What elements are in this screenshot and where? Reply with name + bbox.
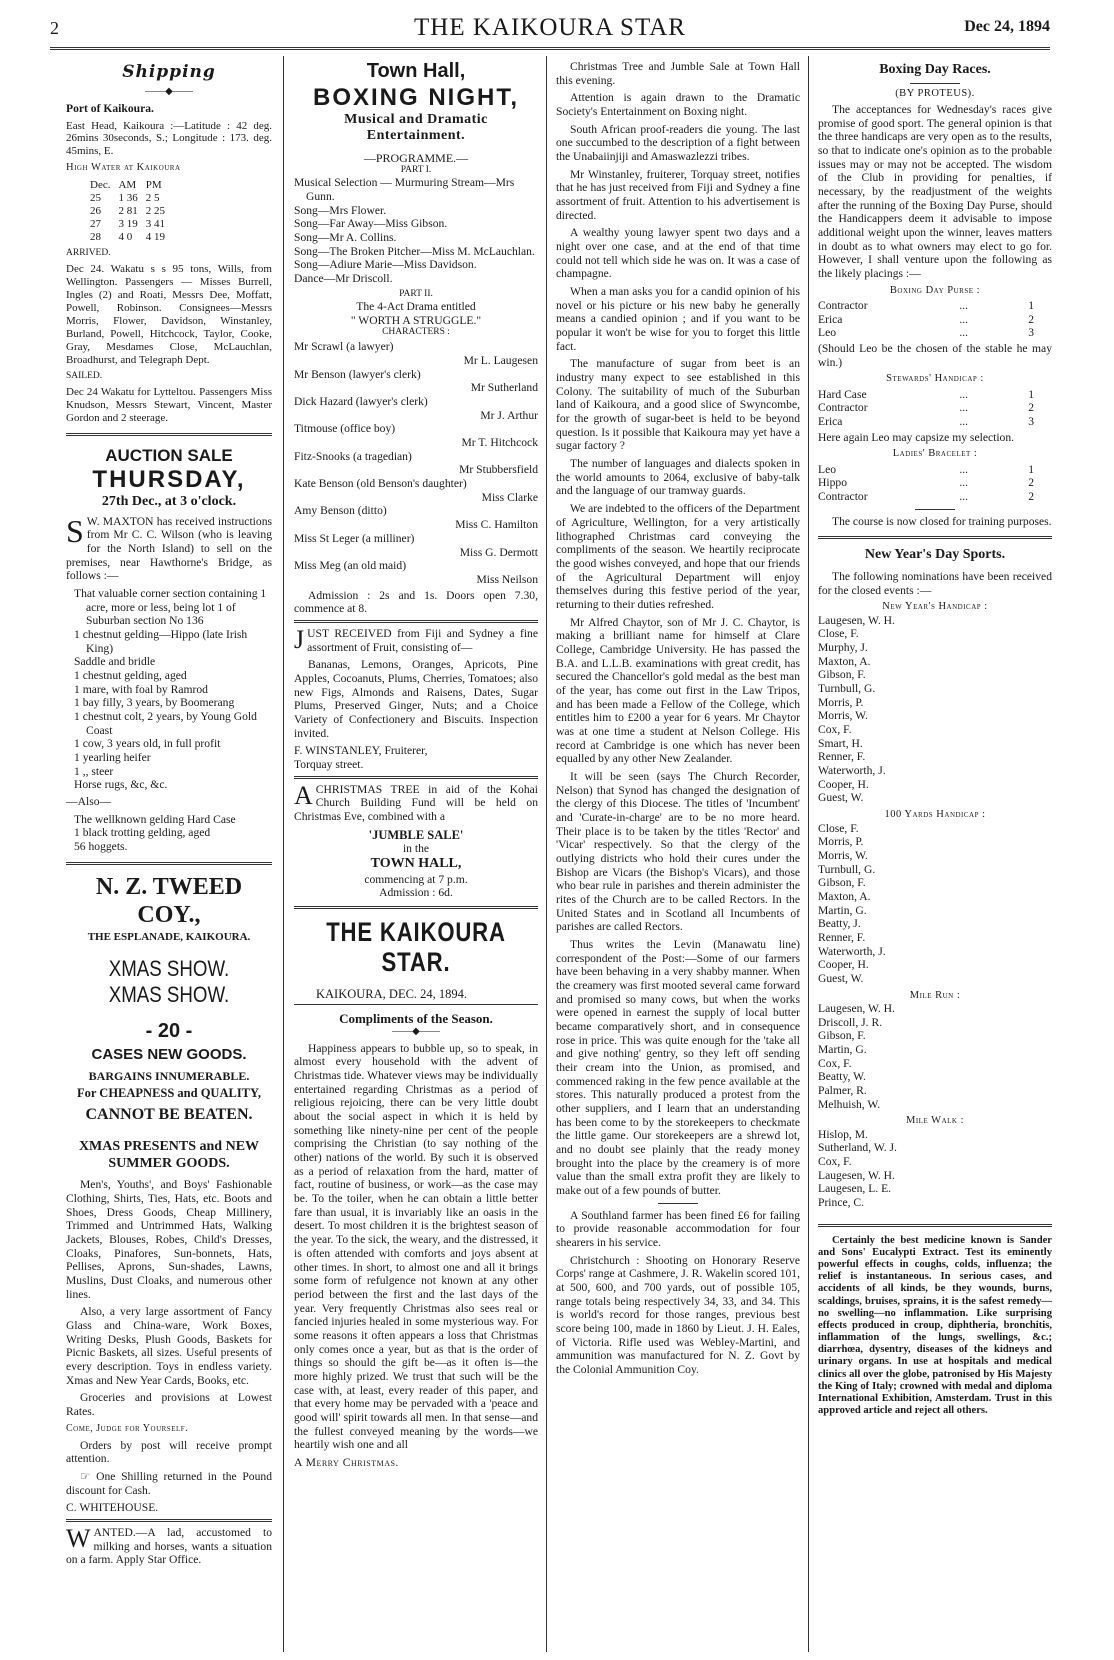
list-item: 1 chestnut gelding—Hippo (late Irish King) bbox=[74, 627, 248, 655]
tide-cell: 1 36 bbox=[118, 191, 138, 204]
newspaper-title: THE KAIKOURA STAR bbox=[414, 14, 686, 41]
cast-role: Mr Benson (lawyer's clerk) bbox=[294, 367, 421, 381]
auction-title: AUCTION SALE bbox=[105, 445, 233, 465]
sailed-title: SAILED. bbox=[66, 370, 103, 381]
fruit-text: UST RECEIVED from Fiji and Sydney a fine assortment of Fruit, consisting of— bbox=[307, 626, 538, 654]
port-position: East Head, Kaikoura :—Latitude : 42 deg. 26mins 30seconds, S.; Longitude : 173. deg. 45mins, E. bbox=[66, 119, 272, 158]
xmas-show: XMAS SHOW. XMAS SHOW. bbox=[108, 956, 230, 1008]
drama-name: " WORTH A STRUGGLE." bbox=[350, 313, 482, 327]
tide-head: Dec. bbox=[90, 178, 111, 191]
presents-title: XMAS PRESENTS and NEW SUMMER GOODS. bbox=[78, 1139, 260, 1171]
ladies-table bbox=[818, 463, 1052, 504]
cast-actor: Mr L. Laugesen bbox=[463, 354, 538, 368]
walk-list bbox=[818, 1128, 1052, 1210]
cast-role: Amy Benson (ditto) bbox=[294, 504, 387, 518]
nominee: Cooper, H. bbox=[818, 958, 869, 972]
placing: 1 bbox=[1028, 387, 1034, 401]
nominee: Laugesen, W. H. bbox=[818, 613, 895, 627]
dots: ... bbox=[959, 387, 969, 401]
drop-cap: W bbox=[66, 1523, 91, 1553]
list-item: 1 ,, steer bbox=[74, 764, 114, 778]
admission-six: Admission : 6d. bbox=[379, 886, 453, 900]
port-title: Port of Kaikoura. bbox=[66, 101, 154, 115]
programme-item: Song—Mr A. Collins. bbox=[294, 230, 397, 244]
characters-label: CHARACTERS : bbox=[382, 327, 450, 338]
rule bbox=[294, 1004, 538, 1005]
dots: ... bbox=[959, 326, 969, 340]
horse: Hippo bbox=[818, 476, 847, 490]
tide-cell: 3 19 bbox=[118, 217, 138, 230]
cannot-be-beaten: CANNOT BE BEATEN. bbox=[85, 1106, 253, 1124]
masthead: THE KAIKOURA STAR. bbox=[326, 916, 506, 977]
tide-cell: 4 19 bbox=[145, 230, 165, 243]
nominee: Gibson, F. bbox=[818, 1029, 866, 1043]
purse-title: Boxing Day Purse : bbox=[889, 284, 981, 296]
horse: Erica bbox=[818, 415, 843, 429]
stewards-table bbox=[818, 388, 1052, 429]
list-item: That valuable corner section containing 1 acre, more or less, being lot 1 of Suburban section No 136 bbox=[74, 586, 267, 628]
drop-cap: J bbox=[294, 624, 305, 654]
cases-new-goods: CASES NEW GOODS. bbox=[91, 1045, 247, 1063]
news-item: It will be seen (says The Church Recorder, Nelson) that Synod has changed the designation of the clergy of this Diocese. The titles of 'Incumbent' and 'Curate-in-charge' are to be no more heard. Their place is to be taken by the titles 'Rector' and 'Vicar' respectively. So that the clergy of the outlying districts who hold their cures under the Bishop are Vicars (the Bishop's Vicars), and those who bear rule in parishes and therein administer the rites of the Church are to be called Rectors. In the United States and in Scotland all Incumbents of parishes are called Rectors. bbox=[556, 769, 800, 934]
mile-list bbox=[818, 1002, 1052, 1111]
nominee: Morris, W. bbox=[818, 709, 868, 723]
walk-title: Mile Walk : bbox=[906, 1115, 964, 1127]
bargains: BARGAINS INNUMERABLE. bbox=[88, 1069, 250, 1084]
new-year-intro: The following nominations have been received for the closed events :— bbox=[818, 570, 1052, 597]
h100-title: 100 Yards Handicap : bbox=[884, 809, 986, 821]
news-item: Mr Alfred Chaytor, son of Mr J. C. Chaytor, is making a brilliant name for himself at Clare College, Cambridge University. He has passed the B.A. and L.L.B. examinations with great credit, has secured the Chancellor's gold medal as the best man of the year, has come out first in the Law Tripos, and has been made a Fellow of the College, which entitles him to £200 a year for 6 years. Mr Chaytor was at one time a student at Nelson College. His record at Cambridge is one which has never been equalled by any other New Zealander. bbox=[556, 615, 800, 766]
nominee: Laugesen, W. H. bbox=[818, 1001, 895, 1015]
torquay: Torquay street. bbox=[294, 757, 364, 771]
cheapness: For CHEAPNESS and QUALITY, bbox=[76, 1085, 262, 1100]
cast-row bbox=[294, 504, 538, 531]
merry-christmas: A Merry Christmas. bbox=[294, 1455, 399, 1469]
auction-intro bbox=[66, 512, 272, 583]
separator bbox=[915, 509, 955, 510]
nominee: Hislop, M. bbox=[818, 1127, 868, 1141]
cast-role: Miss St Leger (a milliner) bbox=[294, 531, 415, 545]
dots: ... bbox=[959, 462, 969, 476]
cast-role: Titmouse (office boy) bbox=[294, 422, 396, 436]
nominee: Turnbull, G. bbox=[818, 682, 876, 696]
arrived-title: ARRIVED. bbox=[66, 247, 111, 258]
nominee: Turnbull, G. bbox=[818, 862, 876, 876]
news-item: A wealthy young lawyer spent two days and a night over one case, and at the end of that time could not tell which side he was on. It was a case of champagne. bbox=[556, 226, 800, 281]
column-3 bbox=[556, 60, 800, 1650]
cast-row bbox=[294, 422, 538, 449]
separator bbox=[818, 536, 1052, 539]
tide-table bbox=[90, 179, 173, 244]
nominee: Maxton, A. bbox=[818, 889, 871, 903]
horse: Contractor bbox=[818, 299, 868, 312]
page-number: 2 bbox=[50, 18, 59, 38]
tree-ad bbox=[294, 780, 538, 824]
nominee: Maxton, A. bbox=[818, 654, 871, 668]
separator bbox=[658, 1203, 698, 1204]
page-header bbox=[50, 8, 1050, 48]
mile-title: Mile Run : bbox=[909, 989, 961, 1001]
list-item: Horse rugs, &c, &c. bbox=[74, 778, 168, 792]
tweed-title: N. Z. TWEED COY., bbox=[95, 873, 243, 929]
editorial-text: Happiness appears to bubble up, so to speak, in almost every household with the advent of Christmas tide. Whatever views may be individually entertained regarding Christmas as a period of religious rejoicing, there can be very little doubt about the social aspect in which it is held by something like ninety-nine per cent of the people comprising the Christian (to say nothing of the other) nations of the world. By such it is observed as a period of relaxation from the hard, matter of fact, routine of business, or work—as the case may be. To the toiler, when he can obtain a little better fare than usual, it is invariably like an oasis in the desert. To most children it is the brightest season of the year. To the sick, the weary, and the distressed, it is often attended with comforts and joys absent at other times. In short, to almost one and all it brings some form of refulgence not known at any other period between the first and the last days of the year. Very frequently Christmas also sees real or fancied injuries healed in some mysterious way. For some reasons it often appears a loss that Christmas only comes once a year, but as that is the order of things so should the gift be—as it often is—the more highly prized. We trust that such will be the case with, at least, every reader of this paper, and that every home may be pervaded with a 'peace and good will' spirit towards all men. In that sense—and the fullest conveyed meaning by the words—we heartily wish one and all bbox=[294, 1041, 538, 1452]
h100-list bbox=[818, 822, 1052, 986]
cast-row bbox=[294, 340, 538, 367]
sailed-text: Dec 24 Wakatu for Lytteltou. Passengers Miss Knudson, Messrs Stewart, Vincent, Master Gordon and 2 steerage. bbox=[66, 385, 272, 424]
news-item: The number of languages and dialects spoken in the world amounts to 2064, exclusive of baby-talk and the language of our tramway guards. bbox=[556, 457, 800, 498]
tide-head: PM bbox=[145, 178, 162, 191]
cast-actor: Miss Neilson bbox=[476, 572, 538, 586]
nominee: Martin, G. bbox=[818, 903, 867, 917]
nominee: Cox, F. bbox=[818, 1056, 852, 1070]
also-label: —Also— bbox=[66, 795, 112, 809]
tide-cell: 2 81 bbox=[118, 204, 138, 217]
cast-row bbox=[294, 368, 538, 395]
tree-text: CHRISTMAS TREE in aid of the Kohai Church Building Fund will be held on Christmas Eve, combined with a bbox=[294, 782, 538, 823]
cast-row bbox=[294, 559, 538, 586]
fruit-ad bbox=[294, 624, 538, 654]
nyh-list bbox=[818, 614, 1052, 805]
cast-actor: Miss Clarke bbox=[481, 490, 538, 504]
cast-role: Miss Meg (an old maid) bbox=[294, 559, 407, 573]
cast-actor: Miss G. Dermott bbox=[459, 545, 538, 559]
auction-intro-text: W. MAXTON has received instructions from Mr C. C. Wilson (who is leaving for the North Island) to sell on the premises, near Hawthorne's Bridge, as follows :— bbox=[66, 514, 272, 583]
horse: Erica bbox=[818, 312, 843, 326]
nominee: Prince, C. bbox=[818, 1196, 865, 1210]
column-divider bbox=[283, 56, 284, 1652]
cast-row bbox=[294, 395, 538, 422]
tide-title: High Water at Kaikoura bbox=[66, 162, 181, 174]
programme-item: Dance—Mr Driscoll. bbox=[294, 272, 393, 285]
list-item: 1 bay filly, 3 years, by Boomerang bbox=[74, 696, 235, 710]
presents-text: Men's, Youths', and Boys' Fashionable Clothing, Shirts, Ties, Hats, etc. Boots and Shoes, Dress Goods, Cheap Millinery, Trimmed and Untrimmed Hats, Walking Jackets, Blouses, Robes, Child's Dresses, Cloaks, Pinafores, Sun-bonnets, Hats, Pellises, Aprons, Sun-shades, Lawns, Muslins, Dust Cloaks, and numerous other lines. bbox=[66, 1178, 272, 1301]
stewards-note: Here again Leo may capsize my selection. bbox=[818, 430, 1015, 444]
come-judge: Come, Judge for Yourself. bbox=[66, 1422, 189, 1434]
placing: 1 bbox=[1028, 299, 1034, 312]
list-item: 1 black trotting gelding, aged bbox=[74, 826, 211, 840]
list-item: 1 mare, with foal by Ramrod bbox=[74, 682, 208, 696]
cast-actor: Miss C. Hamilton bbox=[455, 518, 538, 532]
dots: ... bbox=[959, 401, 969, 415]
nominee: Renner, F. bbox=[818, 750, 866, 764]
nominee: Guest, W. bbox=[818, 971, 864, 985]
part-two: PART II. bbox=[399, 288, 433, 299]
horse: Leo bbox=[818, 326, 837, 340]
cast-row bbox=[294, 477, 538, 504]
orders-text: Orders by post will receive prompt attention. bbox=[66, 1438, 272, 1466]
in-the: in the bbox=[402, 842, 430, 856]
dots: ... bbox=[959, 312, 969, 326]
winstanley: F. WINSTANLEY, Fruiterer, bbox=[294, 744, 428, 758]
commencing: commencing at 7 p.m. bbox=[364, 872, 468, 886]
programme: —PROGRAMME.— bbox=[363, 150, 469, 165]
auction-date: 27th Dec., at 3 o'clock. bbox=[101, 494, 237, 510]
nominee: Morris, P. bbox=[818, 835, 864, 849]
presents-text: Groceries and provisions at Lowest Rates. bbox=[66, 1391, 272, 1419]
horse: Hard Case bbox=[818, 387, 867, 401]
nominee: Laugesen, L. E. bbox=[818, 1182, 892, 1196]
cast-role: Dick Hazard (lawyer's clerk) bbox=[294, 395, 428, 409]
separator bbox=[66, 433, 272, 436]
list-item: Saddle and bridle bbox=[74, 655, 156, 669]
twenty: - 20 - bbox=[145, 1020, 193, 1043]
nominee: Cooper, H. bbox=[818, 777, 869, 791]
wanted-ad bbox=[66, 1523, 272, 1567]
programme-items bbox=[294, 176, 538, 285]
separator bbox=[66, 1519, 272, 1522]
purse-note: (Should Leo be the chosen of the stable he may win.) bbox=[818, 342, 1052, 369]
placing: 3 bbox=[1028, 326, 1034, 340]
tide-cell: 2 25 bbox=[145, 204, 165, 217]
nominee: Murphy, J. bbox=[818, 641, 868, 655]
placing: 2 bbox=[1028, 476, 1034, 490]
purse-table bbox=[818, 299, 1052, 340]
news-item: We are indebted to the officers of the Department of Agriculture, Wellington, for a very artistically lithographed Christmas card conveying the compliments of the season. We heartily reciprocate the good wishes conveyed, and hope that our friends of the Agricultural Department will enjoy themselves during this festive period of the year, returning to their duties refreshed. bbox=[556, 502, 800, 611]
news-item: Christmas Tree and Jumble Sale at Town Hall this evening. bbox=[556, 60, 800, 87]
byline: (BY PROTEUS). bbox=[895, 87, 975, 99]
auction-items bbox=[74, 587, 272, 792]
dots: ... bbox=[959, 490, 969, 504]
nominee: Smart, H. bbox=[818, 736, 863, 750]
dots: ... bbox=[959, 299, 969, 312]
town-hall: Town Hall, bbox=[366, 60, 466, 82]
news-item: The manufacture of sugar from beet is an industry many expect to see established in this Colony. The suitability of much of the Suburban land of Kaikoura, and a good slice of Swyncombe, for the growth of sugar-beet is held to be beyond question. Is it possible that Kaikoura may yet have a sugar factory ? bbox=[556, 357, 800, 453]
list-item: 56 hoggets. bbox=[74, 840, 128, 854]
placing: 2 bbox=[1028, 401, 1034, 415]
placing: 3 bbox=[1028, 415, 1034, 429]
cast-actor: Mr T. Hitchcock bbox=[461, 436, 538, 450]
new-year-title: New Year's Day Sports. bbox=[864, 547, 1006, 563]
nominee: Martin, G. bbox=[818, 1042, 867, 1056]
nominee: Morris, W. bbox=[818, 848, 868, 862]
tweed-address: THE ESPLANADE, KAIKOURA. bbox=[87, 931, 251, 944]
cast-row bbox=[294, 450, 538, 477]
horse: Contractor bbox=[818, 490, 868, 504]
horse: Leo bbox=[818, 462, 837, 476]
tide-cell: 3 41 bbox=[145, 217, 165, 230]
arrived-text: Dec 24. Wakatu s s 95 tons, Wills, from Wellington. Passengers — Misses Burrell, Ingles (2) and Roati, Messrs Dee, Moffatt, Powell, Robinson. Consignees—Messrs Morris, Flower, Davidson, Winstanley, Burland, Powell, Hitchcock, Taylor, Cooke, Gray, Mesdames Close, McLauchlan, Broadhurst, and Telegraph Dept. bbox=[66, 262, 272, 366]
jumble-sale: 'JUMBLE SALE' bbox=[368, 827, 464, 842]
tide-head: AM bbox=[118, 178, 137, 191]
nominee: Waterworth, J. bbox=[818, 764, 886, 778]
nominee: Palmer, R. bbox=[818, 1083, 867, 1097]
news-item: Attention is again drawn to the Dramatic Society's Entertainment on Boxing night. bbox=[556, 91, 800, 119]
cast-list bbox=[294, 340, 538, 586]
nominee: Morris, P. bbox=[818, 695, 864, 709]
programme-item: Song—Adiure Marie—Miss Davidson. bbox=[294, 258, 477, 272]
list-item: 1 chestnut gelding, aged bbox=[74, 668, 187, 682]
musical-dramatic: Musical and Dramatic Entertainment. bbox=[344, 111, 488, 144]
nominee: Renner, F. bbox=[818, 930, 866, 944]
fruit-list: Bananas, Lemons, Oranges, Apricots, Pine Apples, Cocoanuts, Plums, Cherries, Tomatoes; also new Figs, Almonds and Raisens, Dates, Sugar Plums, Preserved Ginger, Nuts; and a Choice Variety of Confectionery and Biscuits. Inspection invited. bbox=[294, 658, 538, 740]
nominee: Beatty, J. bbox=[818, 917, 861, 931]
tide-cell: 27 bbox=[90, 217, 101, 230]
nyh-title: New Year's Handicap : bbox=[882, 601, 988, 613]
cast-actor: Mr Stubbersfield bbox=[459, 463, 538, 477]
cast-role: Mr Scrawl (a lawyer) bbox=[294, 340, 394, 354]
programme-item: Song—The Broken Pitcher—Miss M. McLauchlan. bbox=[294, 244, 535, 258]
dateline: KAIKOURA, DEC. 24, 1894. bbox=[316, 986, 468, 1001]
drop-cap: S bbox=[66, 512, 84, 549]
stewards-title: Stewards' Handicap : bbox=[886, 373, 984, 385]
news-item: Mr Winstanley, fruiterer, Torquay street, notifies that he has just received from Fiji and Sydney a fine assortment of fruit. Attention to his advertisement is directed. bbox=[556, 167, 800, 222]
nominee: Gibson, F. bbox=[818, 876, 866, 890]
cast-role: Kate Benson (old Benson's daughter) bbox=[294, 477, 467, 491]
ornament: ——◆—— bbox=[145, 86, 193, 98]
nominee: Beatty, W. bbox=[818, 1070, 866, 1084]
drop-cap: A bbox=[294, 780, 313, 810]
programme-item: Musical Selection — Murmuring Stream—Mrs Gunn. bbox=[294, 176, 515, 203]
column-2 bbox=[294, 60, 538, 1650]
issue-date: Dec 24, 1894 bbox=[964, 18, 1050, 35]
cast-actor: Mr J. Arthur bbox=[480, 408, 538, 422]
placing: 2 bbox=[1028, 312, 1034, 326]
tide-cell: 25 bbox=[90, 191, 101, 204]
nominee: Melhuish, W. bbox=[818, 1097, 881, 1111]
dots: ... bbox=[959, 476, 969, 490]
separator bbox=[910, 83, 960, 84]
list-item: 1 chestnut colt, 2 years, by Young Gold Coast bbox=[74, 709, 257, 737]
eucalypti-ad: Certainly the best medicine known is Sander and Sons' Eucalypti Extract. Test its eminently powerful effects in coughs, colds, influenza; the relief is instantaneous. In serious cases, and accidents of all kinds, be they wounds, burns, scaldings, bruises, sprains, it is the safest remedy—no swelling—no inflammation. Like surprising effects produced in croup, diphtheria, bronchitis, inflammation of the lungs, swellings, &c.; diarrhœa, dysentry, diseases of the kidneys and urinary organs. In use at hospitals and medical clinics all over the globe, patronised by His Majesty the King of Italy; crowned with medal and diploma International Exhibition, Amsterdam. Trust in this approved article and reject all others. bbox=[818, 1234, 1052, 1417]
course-note: The course is now closed for training purposes. bbox=[832, 514, 1052, 528]
separator bbox=[294, 776, 538, 779]
nominee: Cox, F. bbox=[818, 1155, 852, 1169]
horse: Contractor bbox=[818, 401, 868, 415]
dots: ... bbox=[959, 415, 969, 429]
tide-cell: 4 0 bbox=[118, 230, 133, 243]
cast-actor: Mr Sutherland bbox=[470, 381, 538, 395]
nominee: Laugesen, W. H. bbox=[818, 1168, 895, 1182]
tide-cell: 26 bbox=[90, 204, 101, 217]
list-item: 1 cow, 3 years old, in full profit bbox=[74, 737, 221, 751]
list-item: The wellknown gelding Hard Case bbox=[74, 812, 236, 826]
boxing-races-title: Boxing Day Races. bbox=[879, 62, 991, 77]
column-4 bbox=[818, 60, 1052, 1650]
nominee: Gibson, F. bbox=[818, 668, 866, 682]
auction-day: THURSDAY, bbox=[92, 465, 246, 493]
admission-text: Admission : 2s and 1s. Doors open 7.30, commence at 8. bbox=[294, 588, 538, 616]
boxing-night: BOXING NIGHT, bbox=[312, 83, 519, 111]
nominee: Close, F. bbox=[818, 627, 859, 641]
news-item: Thus writes the Levin (Manawatu line) correspondent of the Post:—Some of our farmers have been behaving in a very shabby manner. When the creamery was first mooted several came forward and promised so many cows, but when the works were opened in earnest the supply of local butter became comparatively short, and in consequence rose in price. This was quite enough for the 'take all and give nothing' gentry, so they left off sending their cream into the Union, as promised, and commenced raking in the few pence available at the stores. This naturally produced a protest from the other suppliers, and I learn that an understanding has been come to by the storekeepers to checkmate the little game. Our storekeepers are a shrewd lot, and no doubt see plainly that the ready money brought into the place by the creamery is of more value than the small extra profit they are likely to make out of a few pounds of butter. bbox=[556, 937, 800, 1198]
town-hall-venue: TOWN HALL, bbox=[370, 856, 462, 872]
separator bbox=[294, 620, 538, 623]
also-items bbox=[74, 813, 272, 854]
list-item: 1 yearling heifer bbox=[74, 751, 151, 764]
ornament: ——◆—— bbox=[392, 1025, 440, 1037]
tide-cell: 28 bbox=[90, 230, 101, 243]
news-item: South African proof-readers die young. The last one succumbed to the description of a fight between the Unabaiinjiji and Amaswazlezzi tribes. bbox=[556, 122, 800, 164]
cast-row bbox=[294, 532, 538, 559]
nominee: Cox, F. bbox=[818, 723, 852, 737]
news-item: When a man asks you for a candid opinion of his novel or his picture or his new baby he generally means a candied opinion ; and if you want to be popular it won't be wise for you to forget this little fact. bbox=[556, 285, 800, 353]
news-item: A Southland farmer has been fined £6 for failing to provide reasonable accommodation for four shearers in his service. bbox=[556, 1208, 800, 1250]
wanted-text: ANTED.—A lad, accustomed to milking and horses, wants a situation on a farm. Apply Star Office. bbox=[66, 1525, 272, 1567]
shipping-heading: Shipping bbox=[122, 62, 216, 82]
nominee: Driscoll, J. R. bbox=[818, 1015, 883, 1029]
column-1 bbox=[66, 60, 272, 1650]
nominee: Sutherland, W. J. bbox=[818, 1141, 897, 1155]
nominee: Waterworth, J. bbox=[818, 944, 886, 958]
news-item: Christchurch : Shooting on Honorary Reserve Corps' range at Cashmere, J. R. Wakelin scored 101, at 500, 600, and 700 yards, out of possible 105, range totals being respectively 34, 33, and 34. This is world's record for those ranges, previous best score being 100, made in 1860 by Lieut. J. H. Eales, of Victoria. Rifle used was Webley-Martini, and ammunition was manufactured for N. Z. Govt by the Colonial Ammunition Coy. bbox=[556, 1253, 800, 1377]
placing: 1 bbox=[1028, 462, 1034, 476]
races-intro: The acceptances for Wednesday's races give promise of good sport. The general opinion is that the three handicaps are very open as to the results, so that to indicate one's opinion as to the probable issues may or may not be accepted. The wisdom of the Club in providing for penalties, if necessary, by the readjustment of the weights after the running of the Boxing Day Purse, should the Handicappers deem it advisable to impose additional weight upon the winner, leaves matters in doubt as to what owners may elect to go for. However, I shall venture upon the following as the likely placings :— bbox=[818, 102, 1052, 280]
drama-intro: The 4-Act Drama entitled bbox=[356, 299, 476, 313]
placing: 2 bbox=[1028, 490, 1034, 504]
nominee: Guest, W. bbox=[818, 791, 864, 805]
nominee: Close, F. bbox=[818, 821, 859, 835]
cast-role: Fitz-Snooks (a tragedian) bbox=[294, 449, 412, 463]
column-divider bbox=[808, 56, 809, 1652]
presents-text: Also, a very large assortment of Fancy Glass and China-ware, Work Boxes, Writing Desks, Plush Goods, Baskets for Picnic Baskets, all sizes. Useful presents of every description. Toys in endless variety. Xmas and New Year Cards, Books, etc. bbox=[66, 1305, 272, 1387]
separator bbox=[818, 1224, 1052, 1227]
compliments-title: Compliments of the Season. bbox=[339, 1010, 493, 1026]
programme-item: Song—Far Away—Miss Gibson. bbox=[294, 217, 448, 231]
separator bbox=[294, 906, 538, 909]
part-one: PART I. bbox=[400, 165, 432, 176]
shilling-text: ☞ One Shilling returned in the Pound discount for Cash. bbox=[66, 1469, 272, 1497]
tide-cell: 2 5 bbox=[145, 191, 160, 204]
column-divider bbox=[546, 56, 547, 1652]
programme-item: Song—Mrs Flower. bbox=[294, 203, 387, 217]
header-rule bbox=[50, 47, 1050, 50]
whitehouse: C. WHITEHOUSE. bbox=[66, 1501, 159, 1515]
ladies-title: Ladies' Bracelet : bbox=[892, 448, 978, 460]
separator bbox=[66, 862, 272, 865]
